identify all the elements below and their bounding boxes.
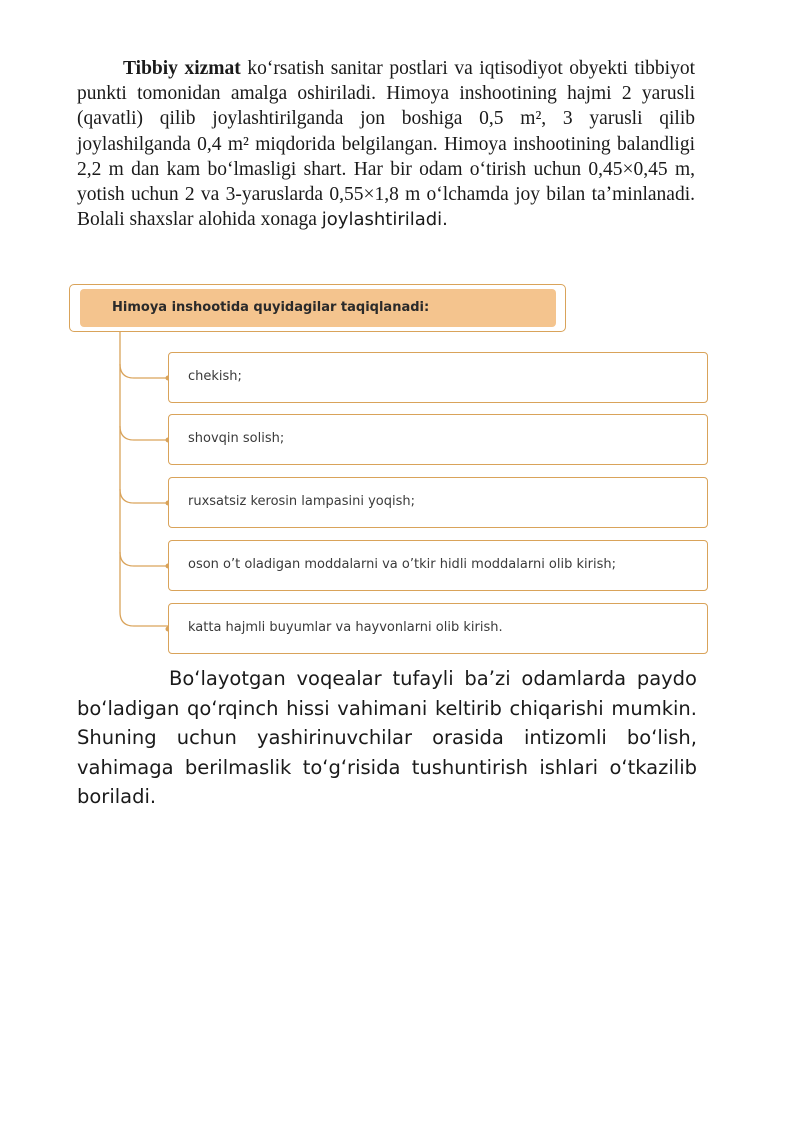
closing-paragraph — [77, 664, 697, 812]
intro-tail: joylashtiriladi. — [321, 209, 448, 231]
diagram-heading-box — [69, 284, 566, 332]
diagram-heading: Himoya inshootida quyidagilar taqiqlanadi: — [80, 289, 556, 327]
prohibited-item-flammable-substances: oson o’t oladigan moddalarni va o’tkir hidli moddalarni olib kirish; — [168, 540, 708, 591]
prohibited-item-kerosene-lamp: ruxsatsiz kerosin lampasini yoqish; — [168, 477, 708, 528]
closing-text: Bo‘layotgan voqealar tufayli ba’zi odamlarda paydo bo‘ladigan qo‘rqinch hissi vahimani keltirib chiqarishi mumkin. Shuning uchun yashirinuvchilar orasida intizomli bo‘lish, vahimaga berilmaslik to‘g‘risida tushuntirish ishlari o‘tkazilib boriladi. — [77, 667, 697, 808]
prohibited-item-noise: shovqin solish; — [168, 414, 708, 465]
prohibited-item-smoking: chekish; — [168, 352, 708, 403]
prohibited-item-bulky-items-animals: katta hajmli buyumlar va hayvonlarni olib kirish. — [168, 603, 708, 654]
intro-text: koʻrsatish sanitar postlari va iqtisodiyot obyekti tibbiyot punkti tomonidan amalga oshiriladi. Himoya inshootining hajmi 2 yarusli (qavatli) qilib joylashtirilganda jon boshiga 0,5 m², 3 yarusli qilib joylashilganda 0,4 m² miqdorida belgilangan. Himoya inshootining balandligi 2,2 m dan kam boʻlmasligi shart. Har bir odam oʻtirish uchun 0,45×0,45 m, yotish uchun 2 va 3-yaruslarda 0,55×1,8 m oʻlchamda joy bilan taʼminlanadi. Bolali shaxslar alohida xonaga — [77, 58, 695, 231]
intro-bold-lead: Tibbiy xizmat — [123, 58, 241, 79]
intro-paragraph — [77, 56, 695, 232]
